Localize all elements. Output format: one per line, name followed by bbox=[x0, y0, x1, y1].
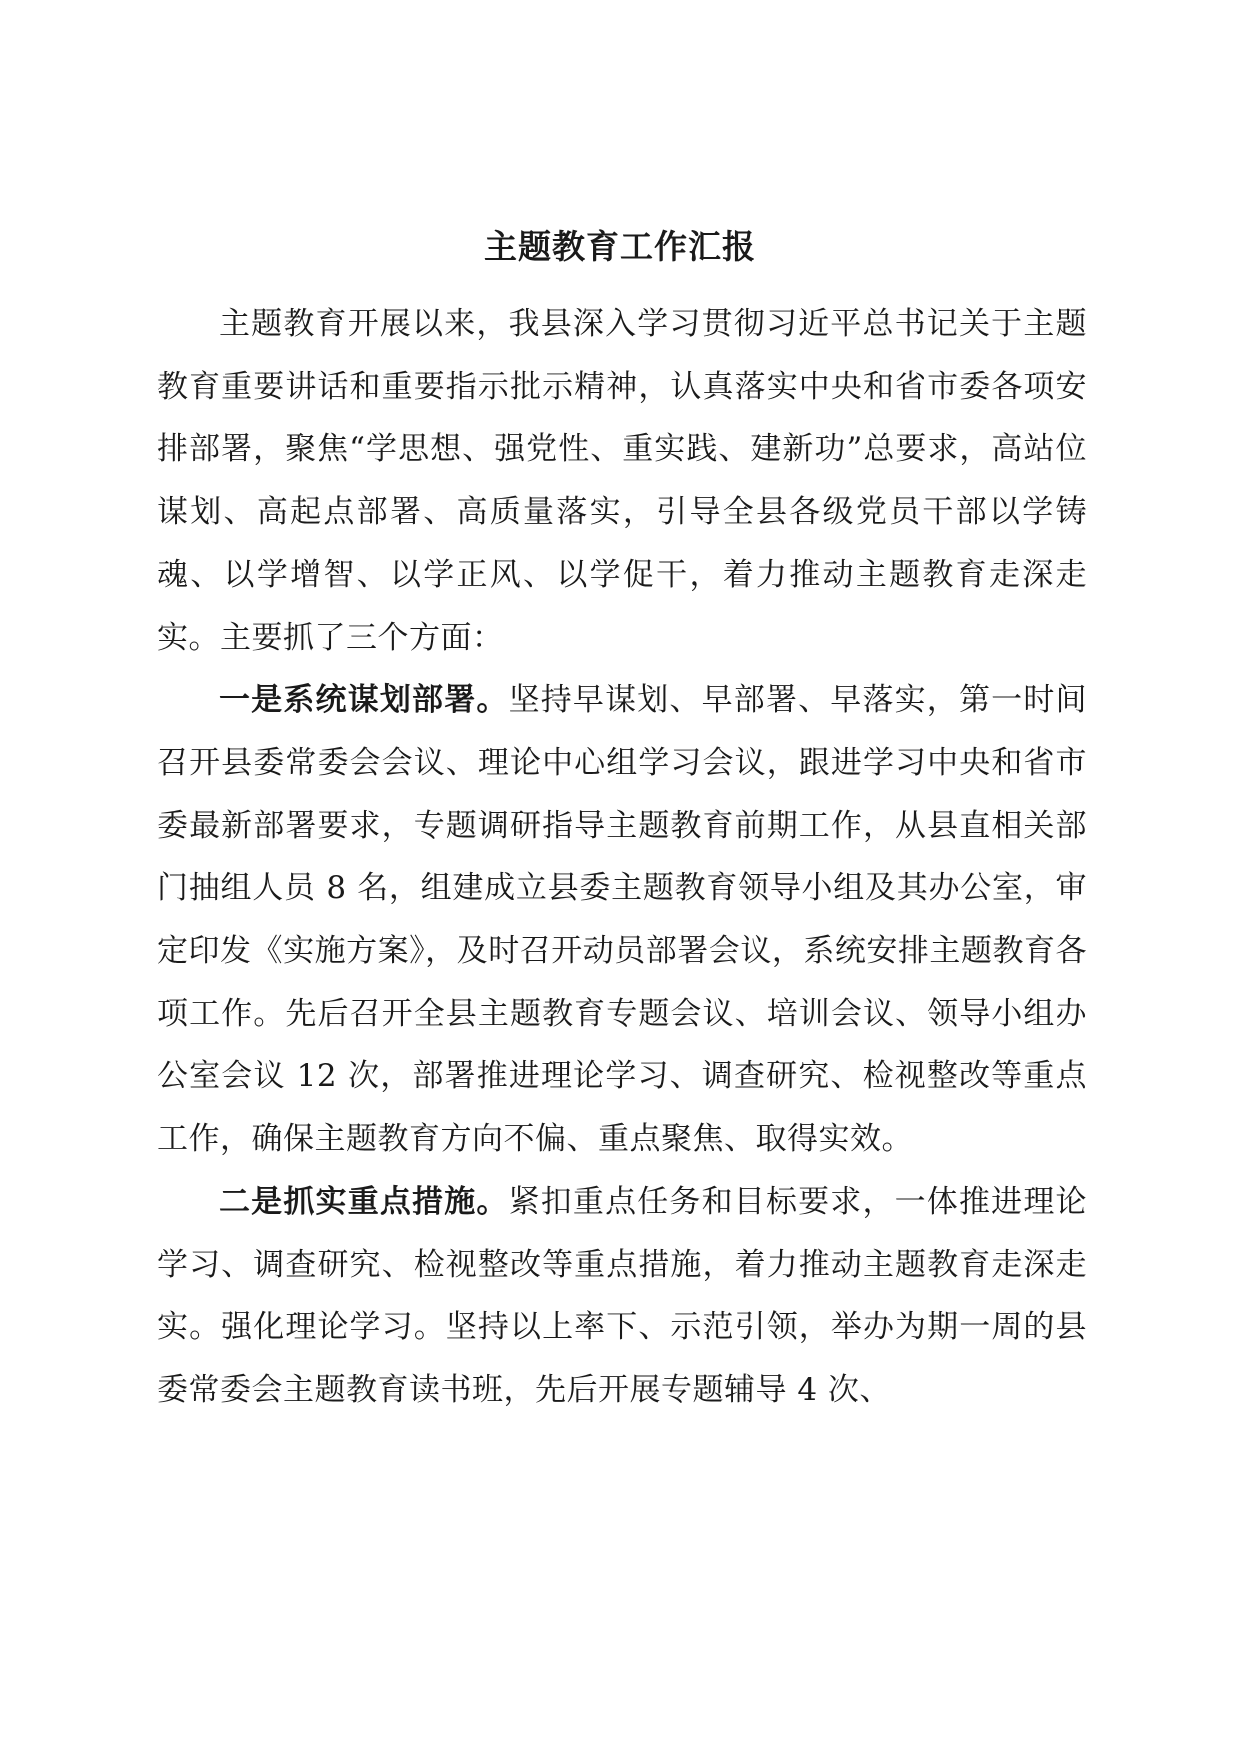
paragraph-lead: 一是系统谋划部署。 bbox=[219, 682, 509, 719]
document-body bbox=[157, 293, 1087, 1422]
paragraph-text: 主题教育开展以来，我县深入学习贯彻习近平总书记关于主题教育重要讲话和重要指示批示精神，认真落实中央和省市委各项安排部署，聚焦“学思想、强党性、重实践、建新功”总要求，高站位谋划、高起点部署、高质量落实，引导全县各级党员干部以学铸魂、以学增智、以学正风、以学促干，着力推动主题教育走深走实。主要抓了三个方面： bbox=[157, 306, 1087, 656]
paragraph-lead: 二是抓实重点措施。 bbox=[219, 1183, 509, 1220]
paragraph-text: 坚持早谋划、早部署、早落实，第一时间召开县委常委会会议、理论中心组学习会议，跟进学习中央和省市委最新部署要求，专题调研指导主题教育前期工作，从县直相关部门抽组人员 8 名，组建成立县委主题教育领导小组及其办公室，审定印发《实施方案》，及时召开动员部署会议，系统安排主题教育各项工作。先后召开全县主题教育专题会议、培训会议、领导小组办公室会议 12 次，部署推进理论学习、调查研究、检视整改等重点工作，确保主题教育方向不偏、重点聚焦、取得实效。 bbox=[157, 682, 1088, 1158]
paragraph-text: 紧扣重点任务和目标要求，一体推进理论学习、调查研究、检视整改等重点措施，着力推动主题教育走深走实。强化理论学习。坚持以上率下、示范引领，举办为期一周的县委常委会主题教育读书班，先后开展专题辅导 4 次、 bbox=[157, 1183, 1088, 1408]
paragraph-planning bbox=[157, 669, 1087, 1171]
paragraph-intro bbox=[157, 293, 1087, 669]
paragraph-measures bbox=[157, 1171, 1087, 1422]
document-title: 主题教育工作汇报 bbox=[484, 227, 756, 266]
